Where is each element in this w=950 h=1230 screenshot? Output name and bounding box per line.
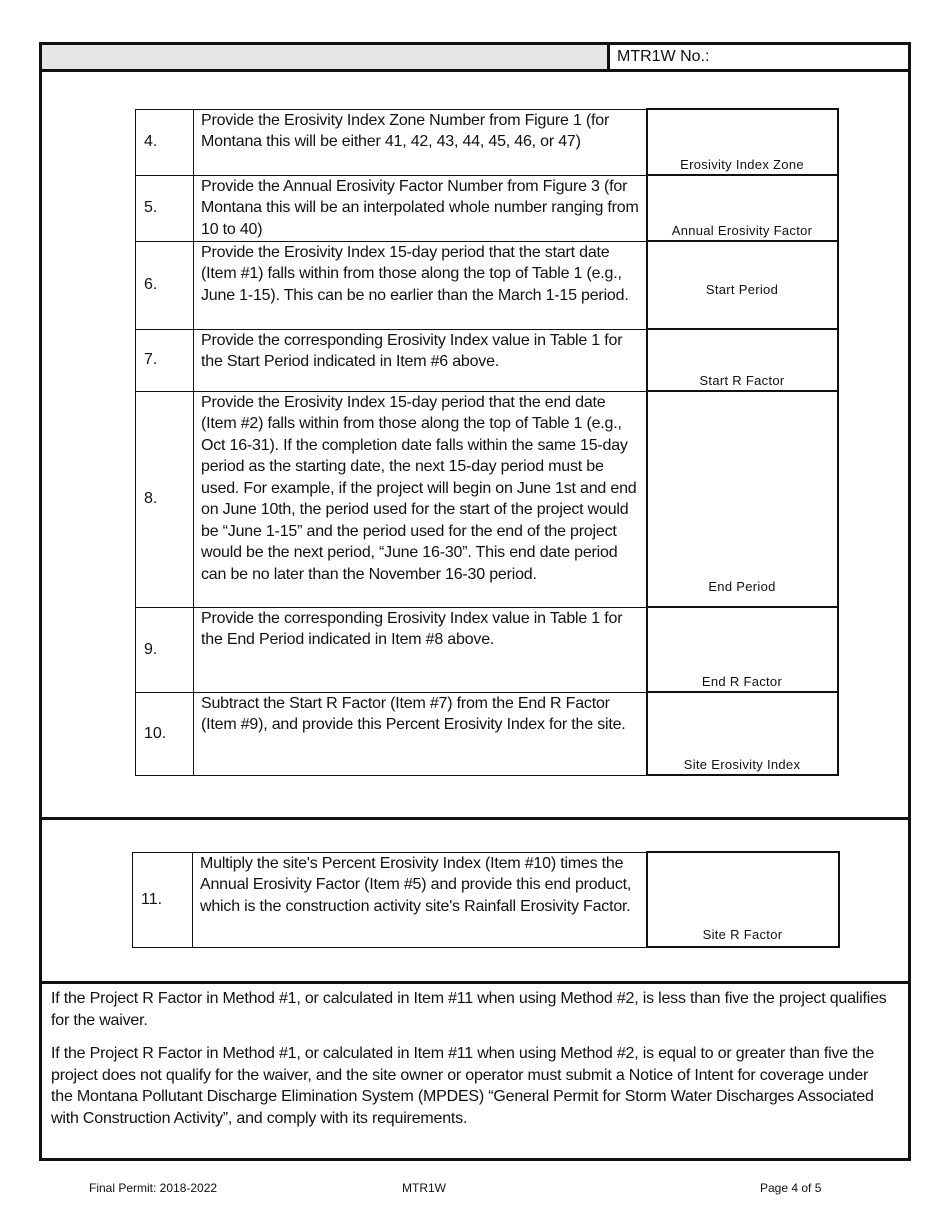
- site-r-factor-field[interactable]: Site R Factor: [647, 852, 839, 947]
- item-instruction: Provide the corresponding Erosivity Index value in Table 1 for the Start Period indicated in Item #6 above.: [194, 329, 647, 391]
- item-eleven-table: [132, 851, 840, 948]
- end-period-field[interactable]: End Period: [647, 391, 838, 607]
- start-r-factor-field[interactable]: Start R Factor: [647, 329, 838, 391]
- item-instruction: Subtract the Start R Factor (Item #7) from the End R Factor (Item #9), and provide this Percent Erosivity Index for the site.: [194, 692, 647, 775]
- table-row: [136, 692, 838, 775]
- waiver-not-qualify-note: If the Project R Factor in Method #1, or calculated in Item #11 when using Method #2, is equal to or greater than five the project does not qualify for the waiver, and the site owner or operator must submit a Notice of Intent for coverage under the Montana Pollutant Discharge Elimination System (MPDES) “General Permit for Storm Water Discharges Associated with Construction Activity”, and comply with its requirements.: [51, 1045, 874, 1127]
- table-row: [136, 391, 838, 607]
- section-divider: [42, 981, 908, 984]
- table-row: [136, 607, 838, 692]
- item-instruction: Provide the corresponding Erosivity Index value in Table 1 for the End Period indicated in Item #8 above.: [194, 607, 647, 692]
- item-number: 10.: [136, 692, 194, 775]
- item-number: 4.: [136, 109, 194, 175]
- header-bar: [42, 45, 908, 72]
- item-number: 6.: [136, 241, 194, 329]
- section-divider: [42, 817, 908, 820]
- item-number: 8.: [136, 391, 194, 607]
- item-instruction: Provide the Erosivity Index Zone Number from Figure 1 (for Montana this will be either 41, 42, 43, 44, 45, 46, or 47): [194, 109, 647, 175]
- table-row: [136, 109, 838, 175]
- footer-page-number: Page 4 of 5: [760, 1181, 822, 1195]
- footer-permit: Final Permit: 2018-2022: [89, 1181, 218, 1195]
- mtr-number-field[interactable]: MTR1W No.:: [607, 45, 908, 69]
- item-instruction: Provide the Erosivity Index 15-day period that the start date (Item #1) falls within from those along the top of Table 1 (e.g., June 1-15). This can be no earlier than the March 1-15 period.: [194, 241, 647, 329]
- form-frame: [39, 42, 911, 1161]
- item-number: 5.: [136, 175, 194, 241]
- item-instruction: Multiply the site's Percent Erosivity Index (Item #10) times the Annual Erosivity Factor (Item #5) and provide this end product, which is the construction activity site's Rainfall Erosivity Factor.: [193, 852, 647, 947]
- table-row: [133, 852, 839, 947]
- erosivity-index-zone-field[interactable]: Erosivity Index Zone: [647, 109, 838, 175]
- item-instruction: Provide the Annual Erosivity Factor Number from Figure 3 (for Montana this will be an interpolated whole number ranging from 10 to 40): [194, 175, 647, 241]
- site-erosivity-index-field[interactable]: Site Erosivity Index: [647, 692, 838, 775]
- table-row: [136, 329, 838, 391]
- item-number: 11.: [133, 852, 193, 947]
- footer-form-id: MTR1W: [402, 1181, 446, 1195]
- waiver-qualifies-note: If the Project R Factor in Method #1, or calculated in Item #11 when using Method #2, is less than five the project qualifies for the waiver.: [51, 990, 887, 1029]
- end-r-factor-field[interactable]: End R Factor: [647, 607, 838, 692]
- table-row: [136, 175, 838, 241]
- annual-erosivity-factor-field[interactable]: Annual Erosivity Factor: [647, 175, 838, 241]
- waiver-notes: [51, 988, 891, 1141]
- item-number: 9.: [136, 607, 194, 692]
- item-instruction: Provide the Erosivity Index 15-day period that the end date (Item #2) falls within from those along the top of Table 1 (e.g., Oct 16-31). If the completion date falls within the same 15-day period as the starting date, the next 15-day period must be used. For example, if the project will begin on June 1st and end on June 10th, the period used for the start of the project would be “June 1-15” and the period used for the end of the project would be the next period, “June 16-30”. This end date period can be no later than the November 16-30 period.: [194, 391, 647, 607]
- table-row: [136, 241, 838, 329]
- method-two-table: [135, 108, 839, 776]
- start-period-field[interactable]: Start Period: [647, 241, 838, 329]
- item-number: 7.: [136, 329, 194, 391]
